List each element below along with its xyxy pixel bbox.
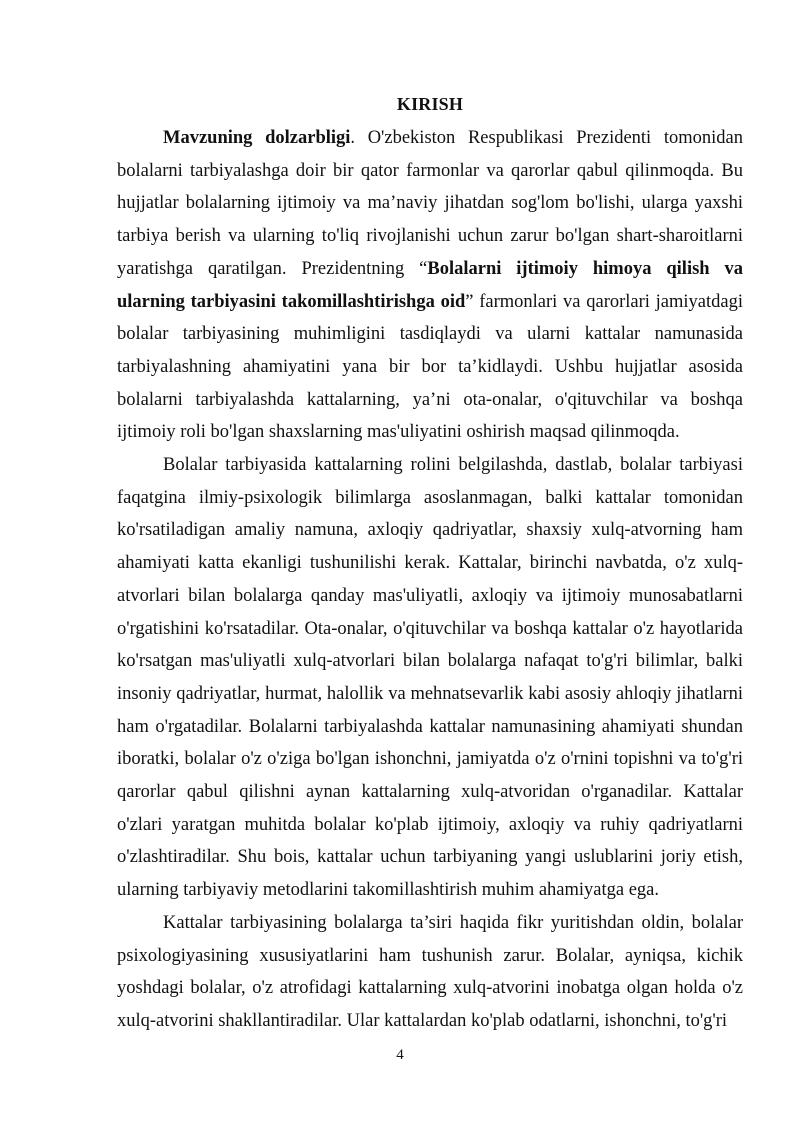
section-heading: KIRISH xyxy=(396,94,464,114)
paragraph-text: ” farmonlari va qarorlari jamiyatdagi bolalar tarbiyasining muhimligini tasdiqlaydi va ularni kattalar namunasida tarbiyalashning ahamiyatini yana bir bor ta’kidlaydi. Ushbu hujjatlar asosida bolalarni tarbiyalashda kattalarning, ya’ni ota-onalar, o'qituvchilar va boshqa ijtimoiy roli bo'lgan shaxslarning mas'uliyatini oshirish maqsad qilinmoqda. xyxy=(117,291,743,443)
decree-title: Bolalarni ijtimoiy himoya qilish va ularning tarbiyasini takomillashtirishga oid xyxy=(117,258,744,312)
paragraph-child-psychology: Kattalar tarbiyasining bolalarga ta’siri haqida fikr yuritishdan oldin, bolalar psixologiyasining xususiyatlarini ham tushunish zarur. Bolalar, ayniqsa, kichik yoshdagi bolalar, o'z atrofidagi kattalarning xulq-atvorini inobatga olgan holda o'z xulq-atvorini shakllantiradilar. Ular kattalardan ko'plab odatlarni, ishonchni, to'g'ri xyxy=(117,912,743,1031)
paragraph-text: . O'zbekiston Respublikasi Prezidenti tomonidan bolalarni tarbiyalashga doir bir qator farmonlar va qarorlar qabul qilinmoqda. Bu hujjatlar bolalarning ijtimoiy va ma’naviy jihatdan sog'lom bo'lishi, ularga yaxshi tarbiya berish va ularning to'liq rivojlanishi uchun zarur bo'lgan shart-sharoitlarni yaratishga qaratilgan. Prezidentning “ xyxy=(117,128,743,279)
paragraph-relevance xyxy=(117,122,743,449)
paragraph-adult-role: Bolalar tarbiyasida kattalarning rolini belgilashda, dastlab, bolalar tarbiyasi faqatgina ilmiy-psixologik bilimlarga asoslanmagan, balki kattalar tomonidan ko'rsatiladigan amaliy namuna, axloqiy qadriyatlar, shaxsiy xulq-atvorning ham ahamiyati katta ekanligi tushunilishi kerak. Kattalar, birinchi navbatda, o'z xulq-atvorlari bilan bolalarga qanday mas'uliyatli, axloqiy va ijtimoiy munosabatlarni o'rgatishini ko'rsatadilar. Ota-onalar, o'qituvchilar va boshqa kattalar o'z hayotlarida ko'rsatgan mas'uliyatli xulq-atvorlari bilan bolalarga nafaqat to'g'ri bilimlar, balki insoniy qadriyatlar, hurmat, halollik va mehnatsevarlik kabi asosiy ahloqiy jihatlarni ham o'rgatadilar. Bolalarni tarbiyalashda kattalar namunasining ahamiyati shundan iboratki, bolalar o'z o'ziga bo'lgan ishonchni, jamiyatda o'z o'rnini topishni va to'g'ri qarorlar qabul qilishni aynan kattalarning xulq-atvoridan o'rganadilar. Kattalar o'zlari yaratgan muhitda bolalar ko'plab ijtimoiy, axloqiy va ruhiy qadriyatlarni o'zlashtiradilar. Shu bois, kattalar uchun tarbiyaning yangi uslublarini joriy etish, ularning tarbiyaviy metodlarini takomillashtirish muhim ahamiyatga ega. xyxy=(117,455,743,901)
paragraph-lead-term: Mavzuning dolzarbligi xyxy=(163,128,351,148)
page-number: 4 xyxy=(396,1047,404,1063)
page-content xyxy=(117,92,743,1038)
